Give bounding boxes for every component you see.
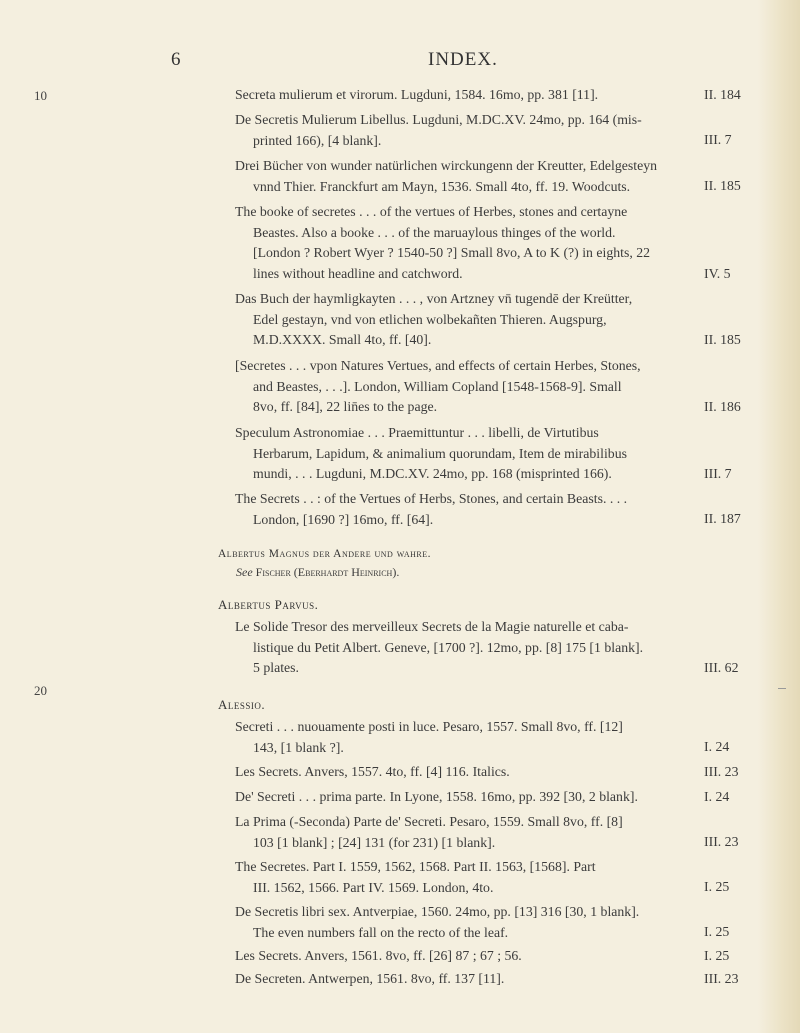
index-entry: Secreti . . . nuouamente posti in luce. Pesaro, 1557. Small 8vo, ff. [12] 143, [1 blank ?]. bbox=[235, 719, 623, 755]
cross-ref-heading: Albertus Magnus der Andere und wahre. bbox=[218, 548, 432, 560]
see-label: See bbox=[236, 565, 253, 579]
index-entry: The Secretes. Part I. 1559, 1562, 1568. Part II. 1563, [1568]. Part III. 1562, 1566. Part IV. 1569. London, 4to. bbox=[235, 859, 596, 895]
volume-ref: II. 184 bbox=[704, 87, 741, 102]
volume-ref: III. 23 bbox=[704, 834, 739, 849]
volume-ref: III. 23 bbox=[704, 971, 739, 986]
page-title: INDEX. bbox=[428, 49, 498, 70]
index-entry: Les Secrets. Anvers, 1557. 4to, ff. [4] 116. Italics. bbox=[235, 764, 510, 779]
index-entry: De Secreten. Antwerpen, 1561. 8vo, ff. 137 [11]. bbox=[235, 971, 505, 986]
volume-ref: I. 25 bbox=[704, 879, 730, 894]
index-entry: Secreta mulierum et virorum. Lugduni, 1584. 16mo, pp. 381 [11]. bbox=[235, 87, 599, 102]
line-marker-20: 20 bbox=[34, 683, 47, 698]
volume-ref: IV. 5 bbox=[704, 266, 731, 281]
volume-ref: III. 62 bbox=[704, 660, 739, 675]
volume-ref: II. 185 bbox=[704, 332, 741, 347]
volume-ref: III. 23 bbox=[704, 764, 739, 779]
index-entry: Das Buch der haymligkayten . . . , von Artzney vn̄ tugendē der Kreütter, Edel gestayn, vnd von etlichen wolbekañten Thieren. Augspurg, M.D.XXXX. Small 4to, ff. [40]. bbox=[235, 291, 633, 347]
volume-ref: II. 185 bbox=[704, 178, 741, 193]
cross-ref-see bbox=[236, 565, 399, 580]
index-entry: The Secrets . . : of the Vertues of Herbs, Stones, and certain Beasts. . . . London, [1690 ?] 16mo, ff. [64]. bbox=[235, 491, 628, 527]
see-target: Fischer (Eberhardt Heinrich). bbox=[255, 565, 400, 579]
index-entry: Le Solide Tresor des merveilleux Secrets de la Magie naturelle et caba- listique du Petit Albert. Geneve, [1700 ?]. 12mo, pp. [8] 175 [1 blank]. 5 plates. bbox=[235, 619, 644, 675]
volume-ref: I. 25 bbox=[704, 924, 730, 939]
volume-ref: II. 187 bbox=[704, 511, 741, 526]
index-entry: The booke of secretes . . . of the vertues of Herbes, stones and certayne Beastes. Also a booke . . . of the maruaylous thinges of the world. [London ? Robert Wyer ? 1540-50 ?] Small 8vo, A to K (?) in eights, 22 lines without headline and catchword. bbox=[235, 204, 651, 281]
page-number: 6 bbox=[171, 49, 181, 70]
index-entry: Speculum Astronomiae . . . Praemittuntur . . . libelli, de Virtutibus Herbarum, Lapidum, & animalium quorundam, Item de mirabilibus mundi, . . . Lugduni, M.DC.XV. 24mo, pp. 168 (misprinted 166). bbox=[235, 425, 627, 481]
volume-ref: I. 25 bbox=[704, 948, 730, 963]
volume-ref: I. 24 bbox=[704, 789, 730, 804]
index-entry: De Secretis libri sex. Antverpiae, 1560. 24mo, pp. [13] 316 [30, 1 blank]. The even numbers fall on the recto of the leaf. bbox=[235, 904, 640, 940]
volume-ref: III. 7 bbox=[704, 466, 732, 481]
line-marker-10: 10 bbox=[34, 88, 47, 103]
index-entry: Les Secrets. Anvers, 1561. 8vo, ff. [26] 87 ; 67 ; 56. bbox=[235, 948, 522, 963]
volume-ref: II. 186 bbox=[704, 399, 741, 414]
index-entry: De' Secreti . . . prima parte. In Lyone, 1558. 16mo, pp. 392 [30, 2 blank]. bbox=[235, 789, 638, 804]
section-heading-albertus-parvus: Albertus Parvus. bbox=[218, 597, 319, 612]
volume-ref: III. 7 bbox=[704, 132, 732, 147]
section-heading-alessio: Alessio. bbox=[218, 697, 266, 712]
margin-tick bbox=[778, 688, 786, 689]
index-entry: De Secretis Mulierum Libellus. Lugduni, M.DC.XV. 24mo, pp. 164 (mis- printed 166), [4 blank]. bbox=[235, 112, 642, 148]
index-entry: Drei Bücher von wunder natürlichen wirckungenn der Kreutter, Edelgesteyn vnnd Thier. Franckfurt am Mayn, 1536. Small 4to, ff. 19. Woodcuts. bbox=[235, 158, 658, 194]
page-header bbox=[0, 49, 800, 73]
index-entry: La Prima (-Seconda) Parte de' Secreti. Pesaro, 1559. Small 8vo, ff. [8] 103 [1 blank] ; [24] 131 (for 231) [1 blank]. bbox=[235, 814, 623, 850]
volume-ref: I. 24 bbox=[704, 739, 730, 754]
index-entry: [Secretes . . . vpon Natures Vertues, and effects of certain Herbes, Stones, and Beastes, . . .]. London, William Copland [1548-1568-9]. Small 8vo, ff. [84], 22 lin̄es to the page. bbox=[235, 358, 641, 414]
